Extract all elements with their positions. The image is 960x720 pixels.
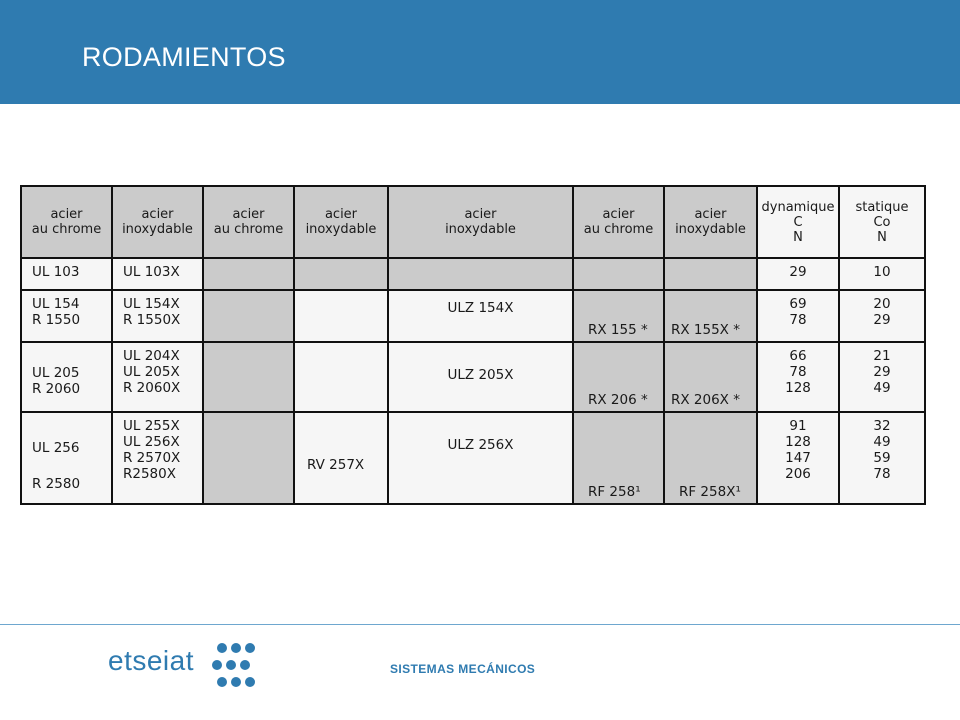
bearing-table [20, 185, 926, 505]
table-cell: 20 29 [839, 290, 925, 342]
table-cell: RF 258X¹ [664, 412, 757, 504]
table-cell: 69 78 [757, 290, 839, 342]
table-cell: 66 78 128 [757, 342, 839, 412]
header-cell: acier au chrome [21, 186, 112, 258]
table-cell [573, 258, 664, 290]
table-row [21, 258, 925, 290]
header-cell: acier inoxydable [112, 186, 203, 258]
table-cell: UL 154X R 1550X [112, 290, 203, 342]
course-subject: SISTEMAS MECÁNICOS [390, 662, 536, 676]
table-cell [203, 290, 294, 342]
table-header-row [21, 186, 925, 258]
table-cell [203, 412, 294, 504]
page-title: RODAMIENTOS [82, 42, 286, 72]
table-cell [664, 258, 757, 290]
table-cell: ULZ 256X [388, 412, 573, 504]
table-cell: RX 155X * [664, 290, 757, 342]
table-row [21, 342, 925, 412]
table-cell: UL 154 R 1550 [21, 290, 112, 342]
header-cell: acier inoxydable [388, 186, 573, 258]
table-cell: RX 155 * [573, 290, 664, 342]
header-cell-dynamic: dynamique C N [757, 186, 839, 258]
table-cell: RX 206X * [664, 342, 757, 412]
table-cell: RF 258¹ [573, 412, 664, 504]
logo-dots-icon [212, 643, 260, 697]
header-cell: acier au chrome [573, 186, 664, 258]
header-bar [0, 0, 960, 104]
table-cell: RV 257X [294, 412, 388, 504]
table-cell: UL 103X [112, 258, 203, 290]
header-cell: acier inoxydable [294, 186, 388, 258]
table-cell: UL 103 [21, 258, 112, 290]
table-cell: UL 204X UL 205X R 2060X [112, 342, 203, 412]
bearing-table-image [20, 185, 924, 503]
table-cell: 10 [839, 258, 925, 290]
header-cell: acier inoxydable [664, 186, 757, 258]
table-cell [294, 290, 388, 342]
table-cell: 29 [757, 258, 839, 290]
table-cell: 91 128 147 206 [757, 412, 839, 504]
table-cell [294, 342, 388, 412]
table-cell: RX 206 * [573, 342, 664, 412]
table-cell [203, 258, 294, 290]
logo-text: etseiat [108, 645, 194, 676]
table-cell: UL 256 R 2580 [21, 412, 112, 504]
header-cell-static: statique Co N [839, 186, 925, 258]
table-cell: ULZ 205X [388, 342, 573, 412]
table-cell [294, 258, 388, 290]
table-cell: 21 29 49 [839, 342, 925, 412]
table-cell: UL 205 R 2060 [21, 342, 112, 412]
table-cell: 32 49 59 78 [839, 412, 925, 504]
table-row [21, 290, 925, 342]
table-cell: ULZ 154X [388, 290, 573, 342]
table-cell: UL 255X UL 256X R 2570X R2580X [112, 412, 203, 504]
header-cell: acier au chrome [203, 186, 294, 258]
table-cell [388, 258, 573, 290]
table-cell [203, 342, 294, 412]
table-row [21, 412, 925, 504]
